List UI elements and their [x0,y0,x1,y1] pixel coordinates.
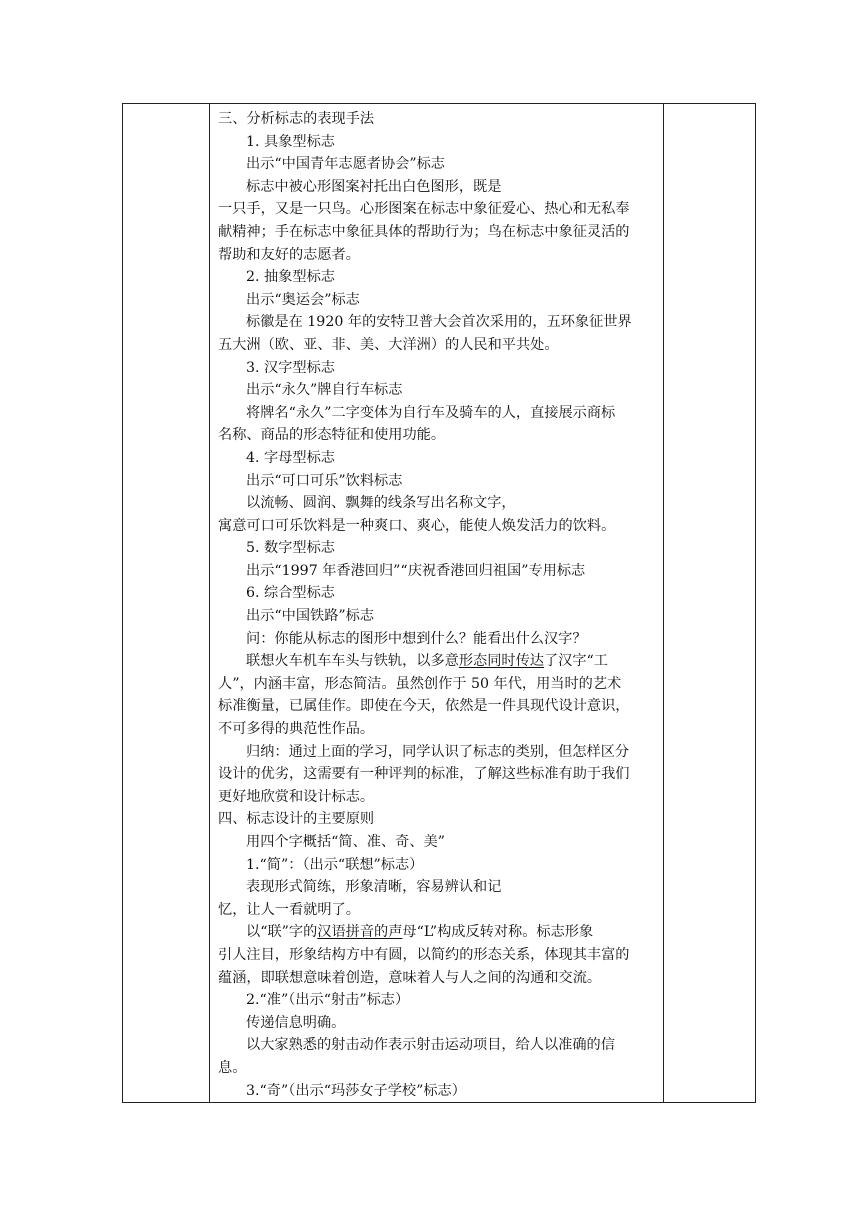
text-line: 出示“1997 年香港回归”“庆祝香港回归祖国”专用标志 [246,562,586,579]
closing-text [218,989,663,1102]
text-line: 引人注目，形象结构方中有圆，以简约的形态关系，体现其丰富的 [218,946,630,963]
text-line: 1.“简”：（出示“联想”标志） [246,856,424,873]
text-line: 出示“永久”牌自行车标志 [246,382,403,399]
text-line: 四、标志设计的主要原则 [218,811,375,828]
text-line: 2.“准”（出示“射击”标志） [246,992,410,1009]
text-line: 联想火车机车车头与铁轨，以多意形态同时传达了汉字“工 [246,653,608,670]
text-line: 传递信息明确。 [246,1014,346,1031]
text-line: 3. 汉字型标志 [246,359,335,376]
text-line: 人”，内涵丰富，形态简洁。虽然创作于 50 年代，用当时的艺术 [218,675,622,692]
text-line: 更好地欣赏和设计标志。 [218,788,375,805]
text-line: 出示“奥运会”标志 [246,291,360,308]
text-line: 2. 抽象型标志 [246,269,335,286]
text-line: 三、分析标志的表现手法 [218,111,375,127]
text-line: 出示“可口可乐”饮料标志 [246,472,403,489]
text-line: 一只手，又是一只鸟。心形图案在标志中象征爱心、热心和无私奉 [218,201,630,218]
table-row [123,104,756,1103]
text-line: 用四个字概括“简、准、奇、美” [246,834,445,850]
text-line: 息。 [218,1059,247,1076]
text-line: 以“联”字的汉语拼音的声母“L”构成反转对称。标志形象 [246,924,594,941]
text-line: 以大家熟悉的射击动作表示射击运动项目，给人以准确的信 [246,1037,615,1054]
text-line: 忆，让人一看就明了。 [218,901,360,918]
text-line: 设计的优劣，这需要有一种评判的标准，了解这些标准有助于我们 [218,766,630,783]
text-line: 4. 字母型标志 [246,449,335,466]
text-line: 帮助和友好的志愿者。 [218,246,360,263]
text-line: 寓意可口可乐饮料是一种爽口、爽心，能使人焕发活力的饮料。 [218,517,616,534]
text-line: 标准衡量，已属佳作。即使在今天，依然是一件具现代设计意识， [218,698,630,715]
content-cell [210,104,664,1103]
text-line: 标徽是在 1920 年的安特卫普大会首次采用的，五环象征世界 [246,314,632,331]
text-line: 标志中被心形图案衬托出白色图形，既是 [246,178,502,195]
underlined-text: 形态同时传达 [458,653,544,670]
text-line: 名称、商品的形态特征和使用功能。 [218,427,446,444]
lesson-content [210,104,663,1102]
section-three-text [218,108,663,650]
underlined-text: 汉语拼音的声 [317,924,403,941]
summary-and-section-four-text [218,741,663,922]
text-line: 6. 综合型标志 [246,585,335,602]
text-line: 1. 具象型标志 [246,133,335,150]
text-line: 出示“中国青年志愿者协会”标志 [246,156,445,173]
text-line: 问：你能从标志的图形中想到什么？能看出什么汉字？ [246,630,587,647]
text-line: 不可多得的典范性作品。 [218,721,375,738]
text-line: 5. 数字型标志 [246,540,335,557]
text-line: 蕴涵，即联想意味着创造，意味着人与人之间的沟通和交流。 [218,969,602,986]
text-line: 归纳：通过上面的学习，同学认识了标志的类别，但怎样区分 [246,743,630,760]
text-line: 3.“奇”（出示“玛莎女子学校”标志） [246,1082,466,1099]
text-line: 五大洲（欧、亚、非、美、大洋洲）的人民和平共处。 [218,336,559,353]
text-line: 表现形式简练，形象清晰，容易辨认和记 [246,879,502,896]
text-line: 将牌名“永久”二字变体为自行车及骑车的人，直接展示商标 [246,404,616,421]
left-column-cell [123,104,210,1103]
lesson-plan-table [122,103,756,1103]
text-line: 出示“中国铁路”标志 [246,608,375,625]
text-line: 以流畅、圆润、飘舞的线条写出名称文字， [246,495,516,512]
text-line: 献精神；手在标志中象征具体的帮助行为；鸟在标志中象征灵活的 [218,223,630,240]
right-column-cell [664,104,756,1103]
